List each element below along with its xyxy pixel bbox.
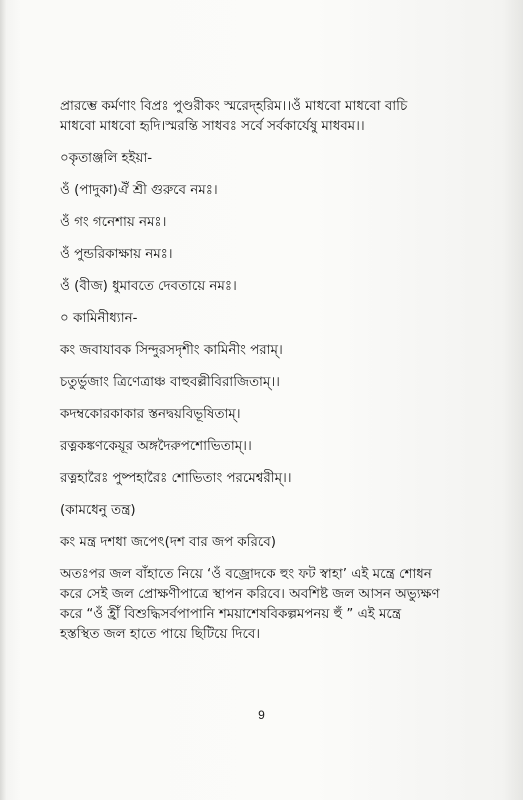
- text-line: ওঁ (পাদুকা)ঐঁ শ্রী গুরুবে নমঃ।: [60, 183, 218, 198]
- text-line: রত্নকঙ্কণকেয়ূর অঙ্গদৈরুপশোভিতাম্।।: [60, 439, 252, 454]
- text-line: ওঁ (বীজ) ধুমাবতে দেবতায়ে নমঃ।: [60, 279, 237, 294]
- text-line: কং মন্ত্র দশধা জপেৎ(দশ বার জপ করিবে): [60, 535, 276, 550]
- mantra-line: [60, 277, 470, 297]
- text-line: করে সেই জল প্রোক্ষণীপাত্রে স্থাপন করিবে। অবশিষ্ট জল আসন অভ্যুক্ষণ: [60, 587, 440, 602]
- text-line: ০ কামিনীধ্যান-: [60, 311, 138, 326]
- page-number: 9: [258, 708, 265, 722]
- verse-line: [60, 437, 470, 457]
- text-line: করে “ওঁ হ্রীঁ বিশুদ্ধিসর্বপাপানি শময়াশেষবিকল্পমপনয় হুঁ ” এই মন্ত্রে: [60, 607, 402, 622]
- text-line: মাধবো মাধবো হৃদি।স্মরন্তি সাধবঃ সর্বে সর্বকার্যেষু মাধবম।।: [60, 119, 365, 134]
- page-spine-shadow: [0, 0, 6, 800]
- text-line: রত্নহারৈঃ পুষ্পহারৈঃ শোভিতাং পরমেশ্বরীম্।।: [60, 471, 292, 486]
- text-line: চতুর্ভুজাং ত্রিণেত্রাঞ্চ বাহুবল্লীবিরাজিতাম্।।: [60, 375, 280, 390]
- text-line: কং জবাযাবক সিন্দুরসদৃশীং কামিনীং পরাম্।: [60, 343, 283, 358]
- verse-line: [60, 341, 470, 361]
- text-line: (কামধেনু তন্ত্র): [60, 503, 136, 518]
- mantra-line: [60, 213, 470, 233]
- mantra-line: [60, 181, 470, 201]
- text-line: কদম্বকোরকাকার স্তনদ্বয়বিভূষিতাম্।: [60, 407, 241, 422]
- section-heading: [60, 309, 470, 329]
- paragraph-instruction: [60, 149, 470, 169]
- text-line: ওঁ পুন্ডরিকাক্ষায় নমঃ।: [60, 247, 173, 262]
- text-line: অতঃপর জল বাঁহাতে নিয়ে ‘ওঁ বজ্রোদকে হুং ফট স্বাহা’ এই মন্ত্রে শোধন: [60, 567, 432, 582]
- text-line: প্রারম্ভে কর্মণাং বিপ্রঃ পুণ্ডরীকং স্মরেদ্হরিম।।ওঁ মাধবো মাধবো বাচি: [60, 99, 408, 114]
- text-line: হস্তস্থিত জল হাতে পায়ে ছিটিয়ে দিবে।: [60, 627, 261, 642]
- verse-line: [60, 469, 470, 489]
- text-line: ০কৃতাঞ্জলি হইয়া-: [60, 151, 153, 166]
- source-citation: [60, 501, 470, 521]
- verse-line: [60, 373, 470, 393]
- paragraph-invocation: [60, 97, 470, 137]
- text-line: ওঁ গং গনেশায় নমঃ।: [60, 215, 167, 230]
- paragraph-purification: [60, 565, 470, 645]
- page-body: [60, 97, 470, 656]
- mantra-line: [60, 245, 470, 265]
- verse-line: [60, 405, 470, 425]
- japa-instruction: [60, 533, 470, 553]
